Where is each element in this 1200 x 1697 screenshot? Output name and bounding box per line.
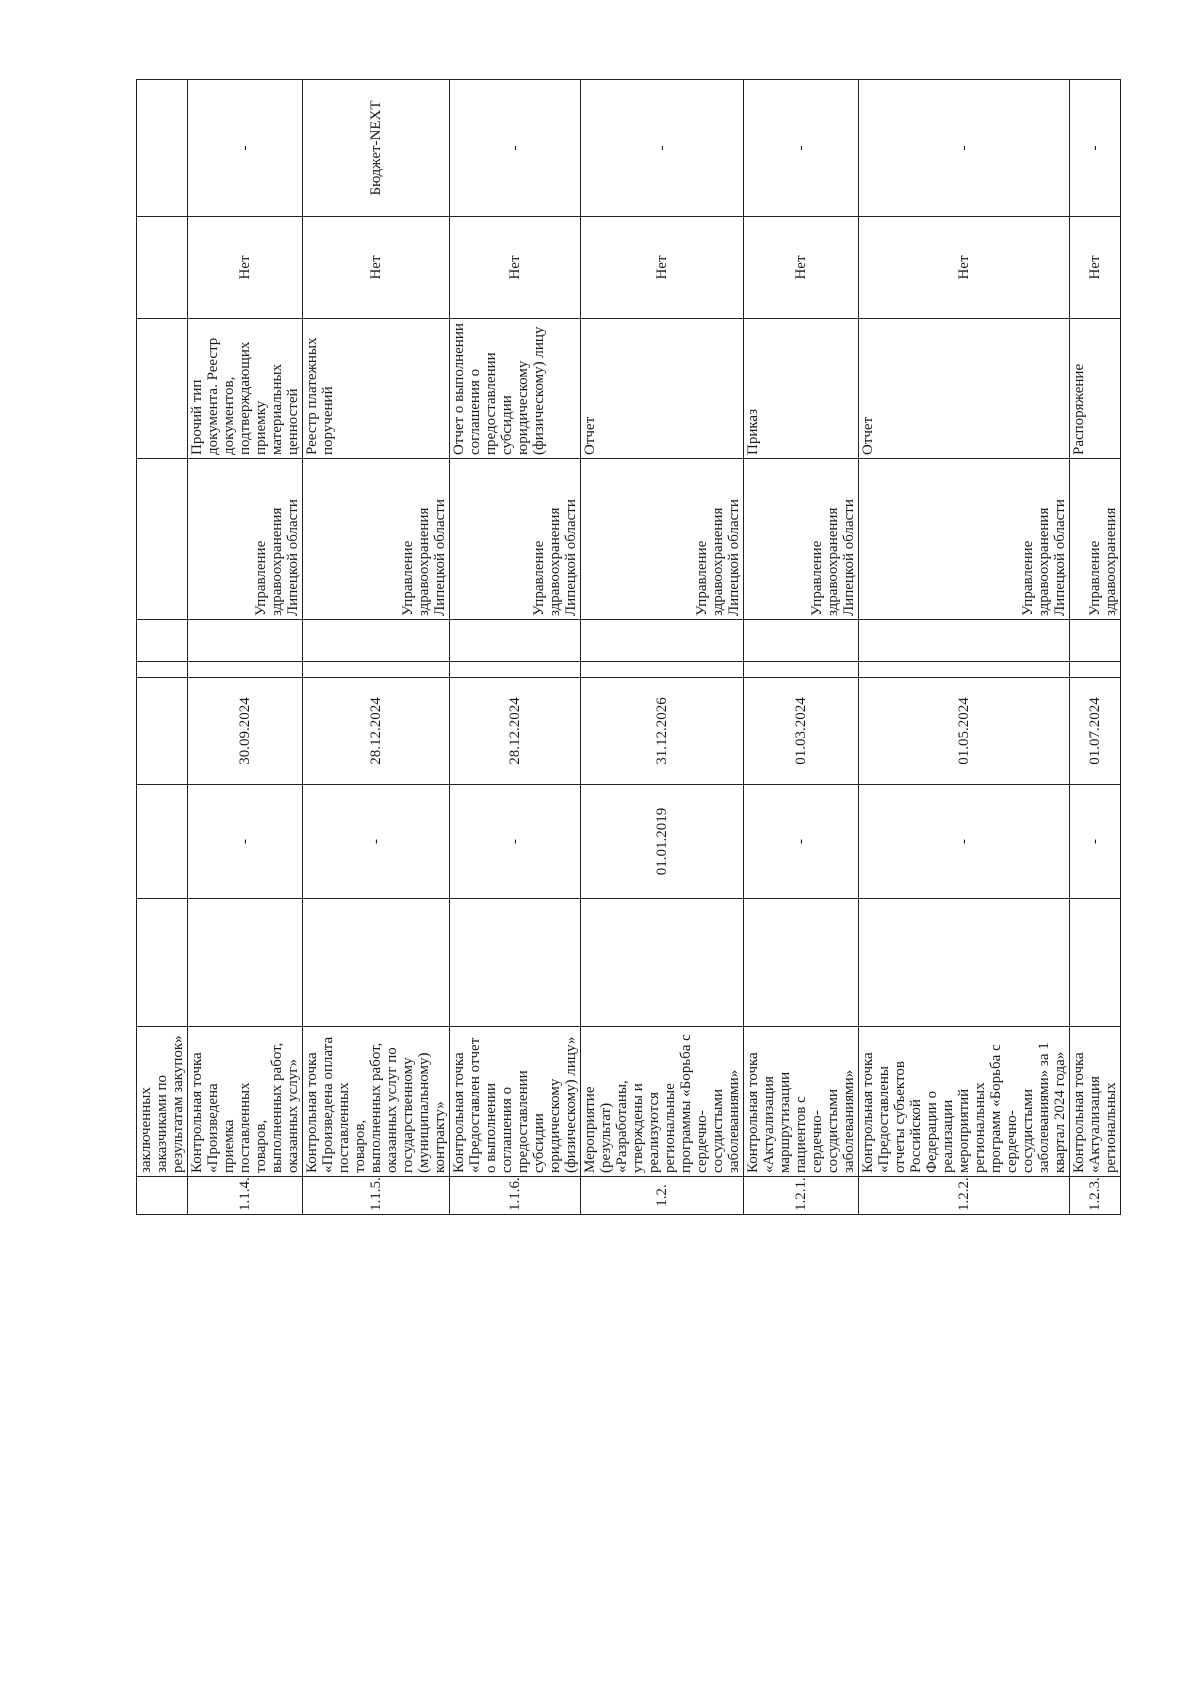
end-date-empty-a	[1070, 662, 1121, 678]
document-type	[137, 319, 188, 459]
level-flag: Нет	[859, 217, 1070, 319]
level-flag	[137, 217, 188, 319]
row-name: Контрольная точка «Произведена приемка поставленных товаров, выполненных работ, оказанных услуг»	[188, 1027, 303, 1177]
end-date-empty-a	[744, 662, 859, 678]
base-end-date	[137, 678, 188, 785]
base-start-date	[137, 899, 188, 1027]
level-flag: Нет	[744, 217, 859, 319]
level-flag: Нет	[1070, 217, 1121, 319]
end-date-empty-a	[137, 662, 188, 678]
end-date	[859, 620, 1070, 662]
end-date-empty-a	[450, 662, 581, 678]
row-name: Мероприятие (результат) «Разработаны, утверждены и реализуются региональные программы «Борьба с сердечно-сосудистыми заболеваниями»	[581, 1027, 744, 1177]
responsible-executor: Управление здравоохранения Липецкой области	[450, 459, 581, 620]
start-date: -	[303, 785, 450, 899]
row-number	[137, 1177, 188, 1215]
row-name: Контрольная точка «Актуализация маршрутизации пациентов с сердечно-сосудистыми заболеваниями»	[744, 1027, 859, 1177]
end-date	[303, 620, 450, 662]
start-date: -	[1070, 785, 1121, 899]
end-date	[137, 620, 188, 662]
row-number: 1.1.4.	[188, 1177, 303, 1215]
document-type: Прочий тип документа. Реестр документов, подтверждающих приемку материальных ценностей	[188, 319, 303, 459]
rotated-table-wrapper	[136, 80, 1119, 1215]
base-start-date	[581, 899, 744, 1027]
end-date-empty-a	[581, 662, 744, 678]
document-type: Реестр платежных поручений	[303, 319, 450, 459]
control-points-table	[136, 79, 1121, 1215]
table-row	[188, 80, 303, 1215]
start-date: 01.01.2019	[581, 785, 744, 899]
document-type: Отчет	[859, 319, 1070, 459]
row-number: 1.1.6.	[450, 1177, 581, 1215]
document-type: Распоряжение	[1070, 319, 1121, 459]
start-date: -	[188, 785, 303, 899]
level-flag: Нет	[188, 217, 303, 319]
base-end-date: 28.12.2024	[303, 678, 450, 785]
end-date	[581, 620, 744, 662]
table-row	[581, 80, 744, 1215]
row-name: Контрольная точка «Предоставлены отчеты субъектов Российской Федерации о реализации мероприятий региональных программ «Борьба с сердечно-сосудистыми заболеваниями» за 1 квартал 2024 года»	[859, 1027, 1070, 1177]
level-flag: Нет	[450, 217, 581, 319]
row-number: 1.2.3.	[1070, 1177, 1121, 1215]
end-date-empty-a	[859, 662, 1070, 678]
base-start-date	[450, 899, 581, 1027]
table-row	[137, 80, 188, 1215]
table-row	[303, 80, 450, 1215]
information-system: -	[744, 80, 859, 217]
row-name: Контрольная точка «Предоставлен отчет о выполнении соглашения о предоставлении субсидии юридическому (физическому) лицу»	[450, 1027, 581, 1177]
base-end-date: 30.09.2024	[188, 678, 303, 785]
end-date	[1070, 620, 1121, 662]
table-row	[1070, 80, 1121, 1215]
base-start-date	[188, 899, 303, 1027]
start-date: -	[859, 785, 1070, 899]
row-number: 1.2.	[581, 1177, 744, 1215]
information-system: -	[859, 80, 1070, 217]
responsible-executor: Управление здравоохранения Липецкой области	[303, 459, 450, 620]
start-date	[137, 785, 188, 899]
base-start-date	[303, 899, 450, 1027]
row-number: 1.2.2.	[859, 1177, 1070, 1215]
responsible-executor: Управление здравоохранения Липецкой области	[744, 459, 859, 620]
base-end-date: 01.07.2024	[1070, 678, 1121, 785]
responsible-executor: Управление здравоохранения	[1070, 459, 1121, 620]
information-system: -	[188, 80, 303, 217]
row-number: 1.1.5.	[303, 1177, 450, 1215]
end-date	[744, 620, 859, 662]
base-end-date: 01.03.2024	[744, 678, 859, 785]
base-end-date: 01.05.2024	[859, 678, 1070, 785]
responsible-executor	[137, 459, 188, 620]
base-end-date: 28.12.2024	[450, 678, 581, 785]
start-date: -	[450, 785, 581, 899]
information-system: -	[581, 80, 744, 217]
level-flag: Нет	[303, 217, 450, 319]
base-start-date	[744, 899, 859, 1027]
end-date-empty-a	[303, 662, 450, 678]
document-type: Отчет о выполнении соглашения о предоставлении субсидии юридическому (физическому) лицу	[450, 319, 581, 459]
end-date-empty-a	[188, 662, 303, 678]
information-system: -	[450, 80, 581, 217]
end-date	[188, 620, 303, 662]
information-system: -	[1070, 80, 1121, 217]
responsible-executor: Управление здравоохранения Липецкой области	[859, 459, 1070, 620]
row-number: 1.2.1.	[744, 1177, 859, 1215]
table-row	[744, 80, 859, 1215]
base-end-date: 31.12.2026	[581, 678, 744, 785]
base-start-date	[1070, 899, 1121, 1027]
end-date	[450, 620, 581, 662]
responsible-executor: Управление здравоохранения Липецкой области	[581, 459, 744, 620]
row-name: заключенных заказчиками по результатам закупок»	[137, 1027, 188, 1177]
level-flag: Нет	[581, 217, 744, 319]
start-date: -	[744, 785, 859, 899]
information-system	[137, 80, 188, 217]
row-name: Контрольная точка «Актуализация региональных	[1070, 1027, 1121, 1177]
table-row	[859, 80, 1070, 1215]
document-type: Отчет	[581, 319, 744, 459]
table-row	[450, 80, 581, 1215]
responsible-executor: Управление здравоохранения Липецкой области	[188, 459, 303, 620]
document-type: Приказ	[744, 319, 859, 459]
base-start-date	[859, 899, 1070, 1027]
row-name: Контрольная точка «Произведена оплата поставленных товаров, выполненных работ, оказанных услуг по государственному (муниципальному) контракту»	[303, 1027, 450, 1177]
information-system: Бюджет-NEXT	[303, 80, 450, 217]
